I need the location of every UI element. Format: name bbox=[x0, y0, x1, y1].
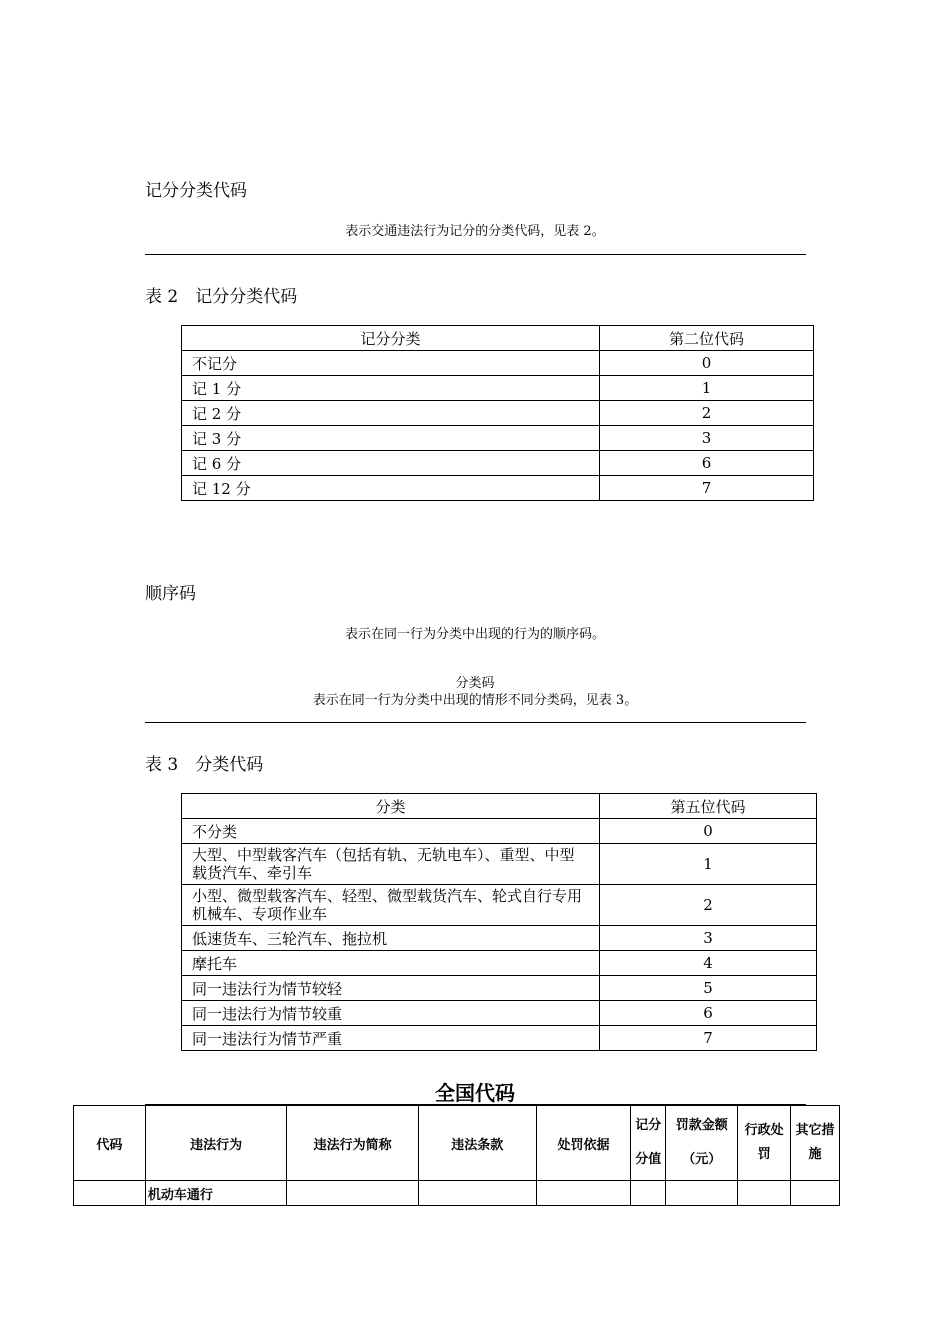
header-other-measures: 其它措施 bbox=[791, 1106, 840, 1181]
table3-cell: 4 bbox=[600, 951, 817, 976]
cell-fine bbox=[666, 1181, 738, 1206]
table-row bbox=[182, 819, 817, 844]
table3-cell: 同一违法行为情节较重 bbox=[182, 1001, 600, 1026]
table-row bbox=[182, 351, 814, 376]
table2-cell: 3 bbox=[600, 426, 814, 451]
section-subheading-classification: 分类码 bbox=[455, 676, 495, 691]
cell-points bbox=[631, 1181, 666, 1206]
table2-header-category: 记分分类 bbox=[182, 326, 600, 351]
table3-cell: 同一违法行为情节严重 bbox=[182, 1026, 600, 1051]
header-short-name: 违法行为简称 bbox=[287, 1106, 419, 1181]
table3-cell: 1 bbox=[600, 844, 817, 885]
table-row bbox=[182, 926, 817, 951]
section-note-classification: 表示在同一行为分类中出现的情形不同分类码，见表 3。 bbox=[312, 693, 638, 708]
table3-cell: 小型、微型载客汽车、轻型、微型载货汽车、轮式自行专用机械车、专项作业车 bbox=[182, 885, 600, 926]
table-row bbox=[182, 1026, 817, 1051]
table2-cell: 7 bbox=[600, 476, 814, 501]
table3-header-code: 第五位代码 bbox=[600, 794, 817, 819]
table-row bbox=[182, 401, 814, 426]
cell-short-name bbox=[287, 1181, 419, 1206]
cell-other-measures bbox=[791, 1181, 840, 1206]
table2-cell: 记 3 分 bbox=[182, 426, 600, 451]
table2-cell: 0 bbox=[600, 351, 814, 376]
table2-cell: 1 bbox=[600, 376, 814, 401]
header-code: 代码 bbox=[74, 1106, 146, 1181]
header-behavior: 违法行为 bbox=[145, 1106, 287, 1181]
table3-cell: 2 bbox=[600, 885, 817, 926]
table2-cell: 记 6 分 bbox=[182, 451, 600, 476]
table3-cell: 大型、中型载客汽车（包括有轨、无轨电车）、重型、中型载货汽车、牵引车 bbox=[182, 844, 600, 885]
national-code-table bbox=[73, 1105, 840, 1206]
header-fine bbox=[666, 1106, 738, 1181]
table2-cell: 记 12 分 bbox=[182, 476, 600, 501]
table3 bbox=[181, 793, 817, 1051]
table-row bbox=[182, 426, 814, 451]
table3-cell: 低速货车、三轮汽车、拖拉机 bbox=[182, 926, 600, 951]
table3-caption: 表 3 分类代码 bbox=[145, 755, 264, 775]
table3-cell: 摩托车 bbox=[182, 951, 600, 976]
table-row bbox=[182, 451, 814, 476]
table2-cell: 2 bbox=[600, 401, 814, 426]
cell-basis bbox=[536, 1181, 631, 1206]
table3-header-category: 分类 bbox=[182, 794, 600, 819]
cell-clause bbox=[418, 1181, 536, 1206]
header-clause: 违法条款 bbox=[418, 1106, 536, 1181]
header-points bbox=[631, 1106, 666, 1181]
table2-cell: 6 bbox=[600, 451, 814, 476]
header-points-bottom: 分值 bbox=[635, 1152, 662, 1167]
table-row bbox=[182, 885, 817, 926]
section-note-scoring: 表示交通违法行为记分的分类代码，见表 2。 bbox=[345, 224, 605, 239]
table-row bbox=[182, 376, 814, 401]
header-fine-top: 罚款金额 bbox=[675, 1118, 728, 1133]
table2-cell: 记 1 分 bbox=[182, 376, 600, 401]
table3-cell: 3 bbox=[600, 926, 817, 951]
table-row bbox=[182, 1001, 817, 1026]
table-row bbox=[74, 1181, 840, 1206]
header-basis: 处罚依据 bbox=[536, 1106, 631, 1181]
national-code-title: 全国代码 bbox=[435, 1081, 515, 1105]
table2-caption: 表 2 记分分类代码 bbox=[145, 287, 298, 307]
divider bbox=[145, 722, 806, 723]
table2-cell: 记 2 分 bbox=[182, 401, 600, 426]
table3-cell: 7 bbox=[600, 1026, 817, 1051]
table2 bbox=[181, 325, 814, 501]
table3-cell: 不分类 bbox=[182, 819, 600, 844]
table3-cell: 0 bbox=[600, 819, 817, 844]
table-row bbox=[182, 976, 817, 1001]
table-row bbox=[182, 476, 814, 501]
table3-cell: 6 bbox=[600, 1001, 817, 1026]
section-heading-sequence: 顺序码 bbox=[145, 584, 196, 604]
table-row bbox=[182, 844, 817, 885]
header-fine-bottom: （元） bbox=[682, 1152, 722, 1167]
section-heading-scoring: 记分分类代码 bbox=[145, 181, 247, 201]
table3-cell: 5 bbox=[600, 976, 817, 1001]
table2-header-code: 第二位代码 bbox=[600, 326, 814, 351]
section-note-sequence: 表示在同一行为分类中出现的行为的顺序码。 bbox=[344, 627, 605, 642]
table-row bbox=[182, 951, 817, 976]
divider bbox=[145, 254, 806, 255]
header-admin-penalty: 行政处罚 bbox=[738, 1106, 791, 1181]
cell-behavior: 机动车通行 bbox=[145, 1181, 287, 1206]
header-points-top: 记分 bbox=[635, 1118, 662, 1133]
cell-admin-penalty bbox=[738, 1181, 791, 1206]
cell-code bbox=[74, 1181, 146, 1206]
table3-cell: 同一违法行为情节较轻 bbox=[182, 976, 600, 1001]
table2-cell: 不记分 bbox=[182, 351, 600, 376]
